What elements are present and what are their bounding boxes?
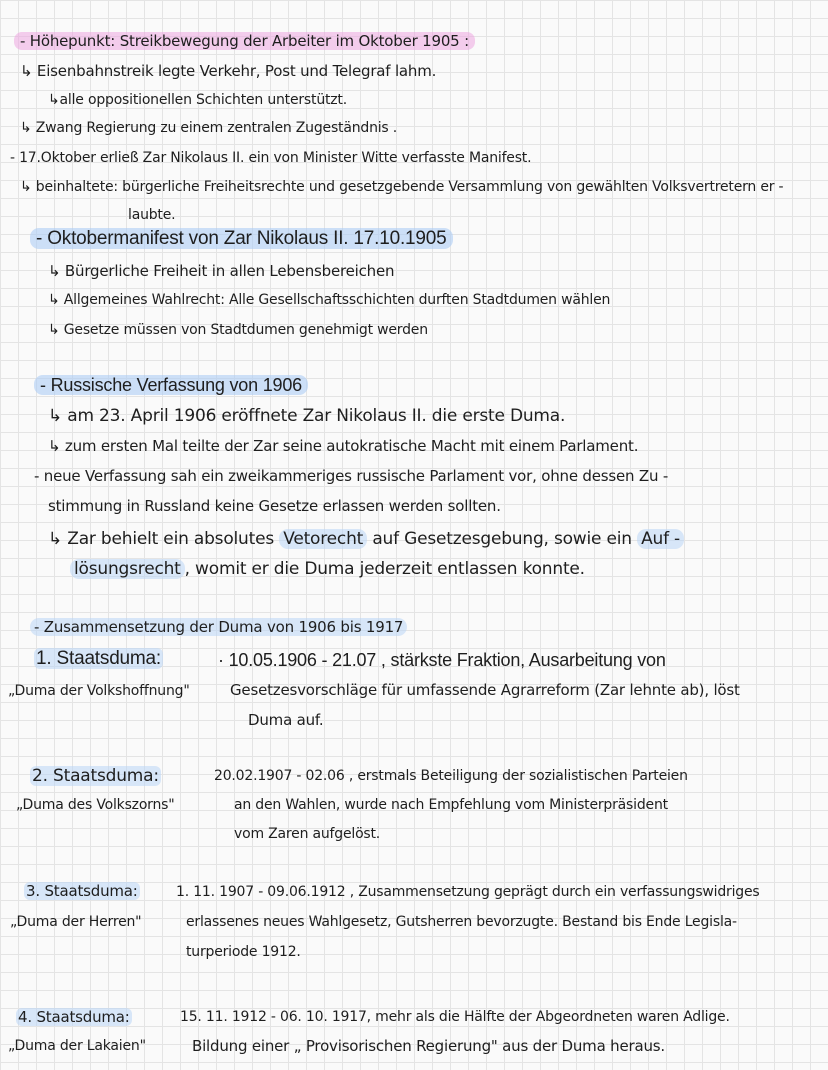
duma-4-text-1: 15. 11. 1912 - 06. 10. 1917, mehr als die Hälfte der Abgeordneten waren Adlige. bbox=[180, 1009, 730, 1025]
note-line-4: ↳ Zwang Regierung zu einem zentralen Zugeständnis . bbox=[20, 120, 398, 136]
note-line-3: ↳alle oppositionellen Schichten unterstützt. bbox=[48, 92, 347, 108]
duma-2-nickname: „Duma des Volkszorns" bbox=[16, 797, 175, 813]
note-line-2: ↳ Eisenbahnstreik legte Verkehr, Post und Telegraf lahm. bbox=[20, 62, 437, 80]
highlight-blue: lösungsrecht bbox=[70, 559, 185, 579]
highlight-pink: - Höhepunkt: Streikbewegung der Arbeiter im Oktober 1905 : bbox=[14, 32, 475, 50]
duma-4-nickname: „Duma der Lakaien" bbox=[8, 1038, 146, 1054]
note-line-18 bbox=[70, 559, 585, 579]
note-line-15: - neue Verfassung sah ein zweikammeriges russische Parlament vor, ohne dessen Zu - bbox=[34, 467, 669, 485]
note-line-1 bbox=[14, 32, 475, 50]
note-line-9: ↳ Bürgerliche Freiheit in allen Lebensbereichen bbox=[48, 262, 395, 280]
note-line-6: ↳ beinhaltete: bürgerliche Freiheitsrechte und gesetzgebende Versammlung von gewählten Volksvertretern er - bbox=[20, 179, 784, 195]
note-line-5: - 17.Oktober erließ Zar Nikolaus II. ein von Minister Witte verfasste Manifest. bbox=[10, 150, 532, 166]
duma-1-nickname: „Duma der Volkshoffnung" bbox=[8, 683, 190, 699]
note-segment: , womit er die Duma jederzeit entlassen konnte. bbox=[184, 559, 585, 579]
highlight-blue: 1. Staatsduma: bbox=[36, 648, 161, 669]
duma-1-text-1: · 10.05.1906 - 21.07 , stärkste Fraktion, Ausarbeitung von bbox=[218, 650, 666, 670]
highlight-blue: Auf - bbox=[637, 529, 684, 549]
note-line-17 bbox=[48, 529, 684, 549]
duma-2-text-2: an den Wahlen, wurde nach Empfehlung vom Ministerpräsident bbox=[234, 797, 668, 813]
duma-4-title bbox=[16, 1008, 132, 1026]
highlight-blue: 2. Staatsduma: bbox=[32, 766, 159, 786]
highlight-blue: Vetorecht bbox=[279, 529, 367, 549]
heading-oktobermanifest bbox=[30, 228, 453, 250]
note-line-11: ↳ Gesetze müssen von Stadtdumen genehmigt werden bbox=[48, 322, 428, 338]
duma-3-text-1: 1. 11. 1907 - 09.06.1912 , Zusammensetzung geprägt durch ein verfassungswidriges bbox=[176, 884, 760, 900]
duma-3-title bbox=[24, 882, 140, 900]
duma-4-text-2: Bildung einer „ Provisorischen Regierung" aus der Duma heraus. bbox=[192, 1037, 665, 1055]
duma-1-text-2: Gesetzesvorschläge für umfassende Agrarreform (Zar lehnte ab), löst bbox=[230, 681, 740, 699]
duma-3-text-3: turperiode 1912. bbox=[186, 944, 301, 960]
highlight-blue: 4. Staatsduma: bbox=[18, 1008, 130, 1026]
note-segment: ↳ Zar behielt ein absolutes bbox=[48, 529, 280, 549]
duma-1-title bbox=[34, 648, 163, 670]
heading-zusammensetzung bbox=[30, 618, 407, 636]
heading-russische-verfassung bbox=[34, 375, 308, 396]
duma-2-text-1: 20.02.1907 - 02.06 , erstmals Beteiligung der sozialistischen Parteien bbox=[214, 768, 688, 784]
note-line-13: ↳ am 23. April 1906 eröffnete Zar Nikolaus II. die erste Duma. bbox=[48, 406, 566, 426]
duma-2-text-3: vom Zaren aufgelöst. bbox=[234, 826, 381, 842]
note-line-16: stimmung in Russland keine Gesetze erlassen werden sollten. bbox=[48, 497, 501, 515]
note-line-7: laubte. bbox=[128, 207, 176, 223]
duma-2-title bbox=[30, 766, 161, 786]
duma-1-text-3: Duma auf. bbox=[248, 711, 324, 729]
note-line-14: ↳ zum ersten Mal teilte der Zar seine autokratische Macht mit einem Parlament. bbox=[48, 437, 639, 455]
highlight-blue: - Russische Verfassung von 1906 bbox=[34, 375, 308, 395]
highlight-blue: - Oktobermanifest von Zar Nikolaus II. 17.10.1905 bbox=[30, 228, 453, 249]
note-line-10: ↳ Allgemeines Wahlrecht: Alle Gesellschaftsschichten durften Stadtdumen wählen bbox=[48, 292, 611, 308]
note-segment: auf Gesetzesgebung, sowie ein bbox=[367, 529, 638, 549]
duma-3-text-2: erlassenes neues Wahlgesetz, Gutsherren bevorzugte. Bestand bis Ende Legisla- bbox=[186, 914, 737, 930]
duma-3-nickname: „Duma der Herren" bbox=[10, 914, 142, 930]
highlight-blue: - Zusammensetzung der Duma von 1906 bis 1917 bbox=[30, 618, 407, 636]
highlight-blue: 3. Staatsduma: bbox=[26, 882, 138, 900]
